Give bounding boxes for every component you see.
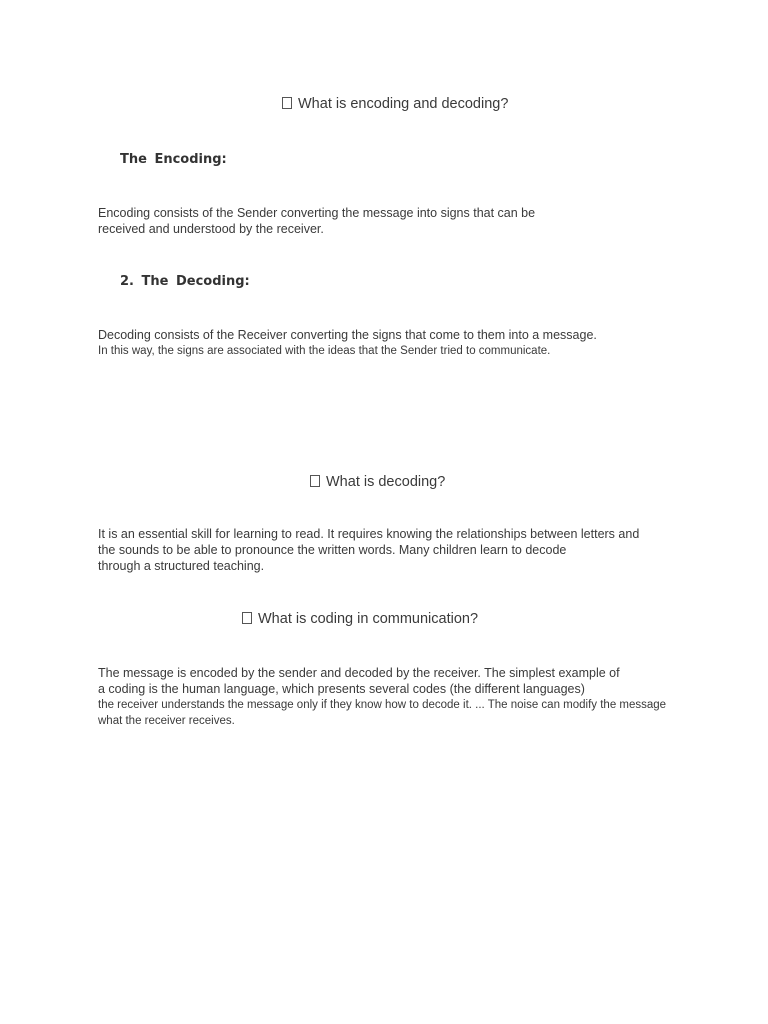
paragraph-line: Encoding consists of the Sender converting the message into signs that can be — [98, 206, 536, 220]
checkbox-glyph-icon — [310, 475, 320, 487]
heading-what-is-decoding — [310, 474, 445, 490]
paragraph-line: through a structured teaching. — [98, 559, 265, 573]
paragraph-line: the sounds to be able to pronounce the written words. Many children learn to decode — [98, 543, 567, 557]
encoding-title: The Encoding: — [120, 152, 227, 167]
decoding-skill-paragraph — [98, 526, 639, 574]
paragraph-line: The message is encoded by the sender and decoded by the receiver. The simplest example of — [98, 666, 620, 680]
paragraph-line: a coding is the human language, which presents several codes (the different languages) — [98, 682, 585, 696]
checkbox-glyph-icon — [282, 97, 292, 109]
heading-text: What is decoding? — [326, 474, 446, 490]
heading-text: What is coding in communication? — [258, 611, 479, 627]
coding-paragraph — [98, 665, 666, 729]
paragraph-line: Decoding consists of the Receiver converting the signs that come to them into a message. — [98, 328, 597, 342]
heading-text: What is encoding and decoding? — [298, 96, 509, 112]
paragraph-line: It is an essential skill for learning to read. It requires knowing the relationships between letters and — [98, 527, 640, 541]
paragraph-line: the receiver understands the message only if they know how to decode it. ... The noise can modify the message — [98, 699, 667, 711]
paragraph-line: received and understood by the receiver. — [98, 222, 324, 236]
decoding-paragraph — [98, 327, 597, 359]
heading-coding-communication — [242, 611, 478, 627]
checkbox-glyph-icon — [242, 612, 252, 624]
decoding-title: 2. The Decoding: — [120, 274, 250, 289]
paragraph-line: what the receiver receives. — [98, 715, 235, 727]
encoding-paragraph — [98, 205, 535, 237]
paragraph-line: In this way, the signs are associated with the ideas that the Sender tried to communicate. — [98, 345, 551, 357]
heading-encoding-decoding — [282, 96, 508, 112]
